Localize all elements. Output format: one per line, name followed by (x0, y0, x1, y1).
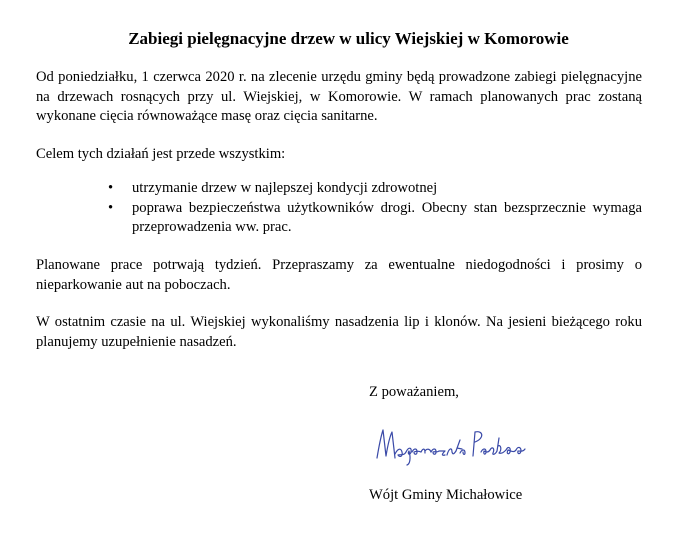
paragraph-goals-intro: Celem tych działań jest przede wszystkim: (36, 146, 286, 162)
paragraph-duration: Planowane prace potrwają tydzień. Przepraszamy za ewentualne niedogodności i prosimy o nieparkowanie aut na poboczach. (36, 257, 642, 293)
goals-list (36, 179, 642, 238)
paragraph-announcement: Od poniedziałku, 1 czerwca 2020 r. na zlecenie urzędu gminy będą prowadzone zabiegi pielęgnacyjne na drzewach rosnących przy ul. Wiejskiej, w Komorowie. W ramach planowanych prac zostaną wykonane cięcia równoważące masę oraz cięcia sanitarne. (36, 69, 642, 124)
handwritten-signature (365, 418, 535, 468)
list-item-text: poprawa bezpieczeństwa użytkowników drogi. Obecny stan bezsprzecznie wymaga przeprowadzenia ww. prac. (132, 199, 642, 235)
author-signature-line: Wójt Gminy Michałowice (369, 487, 523, 503)
list-item-text: utrzymanie drzew w najlepszej kondycji zdrowotnej (132, 180, 438, 196)
bullet-marker: • (108, 180, 114, 196)
paragraph-plantings: W ostatnim czasie na ul. Wiejskiej wykonaliśmy nasadzenia lip i klonów. Na jesieni bieżącego roku planujemy uzupełnienie nasadzeń. (36, 314, 642, 350)
document-title: Zabiegi pielęgnacyjne drzew w ulicy Wiejskiej w Komorowie (128, 29, 569, 48)
closing-salutation: Z poważaniem, (369, 384, 459, 400)
list-item (36, 199, 642, 238)
list-item (36, 179, 642, 199)
bullet-marker: • (108, 199, 114, 216)
